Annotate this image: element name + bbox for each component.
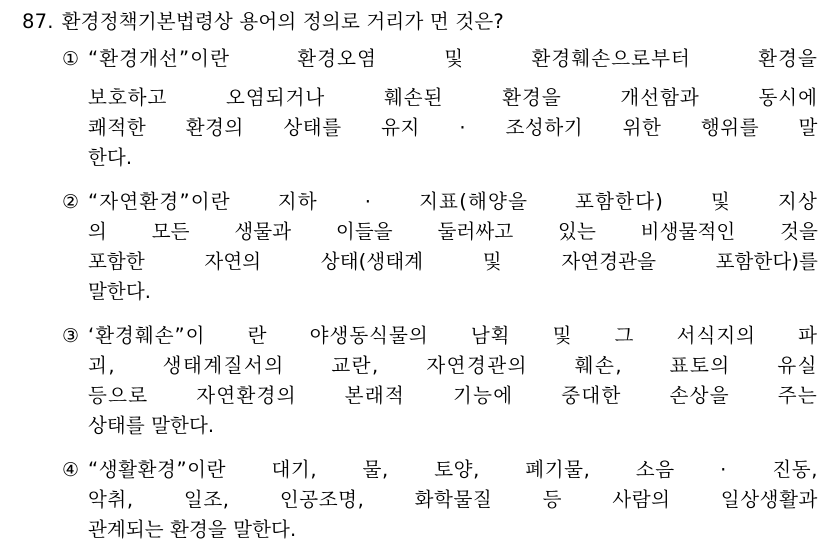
choice-line: 보호하고 오염되거나 훼손된 환경을 개선함과 동시에 bbox=[88, 86, 818, 109]
choice-line: 악취, 일조, 인공조명, 화학물질 등 사람의 일상생활과 bbox=[88, 488, 818, 511]
choice-marker-2: ② bbox=[62, 191, 80, 213]
choice-list bbox=[62, 44, 818, 559]
choice-option-3[interactable] bbox=[62, 321, 818, 441]
choice-body-2 bbox=[88, 187, 818, 307]
choice-line: 말한다. bbox=[88, 280, 152, 303]
choice-option-4[interactable] bbox=[62, 455, 818, 545]
choice-option-2[interactable] bbox=[62, 187, 818, 307]
choice-line: 등으로 자연환경의 본래적 기능에 중대한 손상을 주는 bbox=[88, 384, 818, 407]
choice-line: 괴, 생태계질서의 교란, 자연경관의 훼손, 표토의 유실 bbox=[88, 354, 818, 377]
choice-line: 의 모든 생물과 이들을 둘러싸고 있는 비생물적인 것을 bbox=[88, 220, 818, 243]
choice-line: 한다. bbox=[88, 146, 133, 169]
choice-line: 포함한 자연의 상태(생태계 및 자연경관을 포함한다)를 bbox=[88, 250, 818, 273]
choice-line: “자연환경”이란 지하 · 지표(해양을 포함한다) 및 지상 bbox=[88, 190, 818, 213]
question-block bbox=[22, 8, 816, 36]
question-line bbox=[22, 8, 816, 36]
question-number: 87. bbox=[22, 10, 54, 33]
choice-body-1 bbox=[88, 44, 818, 173]
choice-line: ‘환경훼손”이 란 야생동식물의 남획 및 그 서식지의 파 bbox=[88, 324, 818, 347]
choice-line: 관계되는 환경을 말한다. bbox=[88, 518, 297, 541]
choice-body-3 bbox=[88, 321, 818, 441]
choice-line: “환경개선”이란 환경오염 및 환경훼손으로부터 환경을 bbox=[88, 47, 818, 70]
choice-option-1[interactable] bbox=[62, 44, 818, 173]
choice-marker-4: ④ bbox=[62, 459, 80, 481]
choice-marker-1: ① bbox=[62, 48, 80, 70]
choice-line: “생활환경”이란 대기, 물, 토양, 폐기물, 소음 · 진동, bbox=[88, 458, 818, 481]
choice-line: 쾌적한 환경의 상태를 유지 · 조성하기 위한 행위를 말 bbox=[88, 116, 818, 139]
question-text: 환경정책기본법령상 용어의 정의로 거리가 먼 것은? bbox=[61, 10, 504, 33]
choice-body-4 bbox=[88, 455, 818, 545]
choice-line: 상태를 말한다. bbox=[88, 414, 215, 437]
choice-marker-3: ③ bbox=[62, 325, 80, 347]
